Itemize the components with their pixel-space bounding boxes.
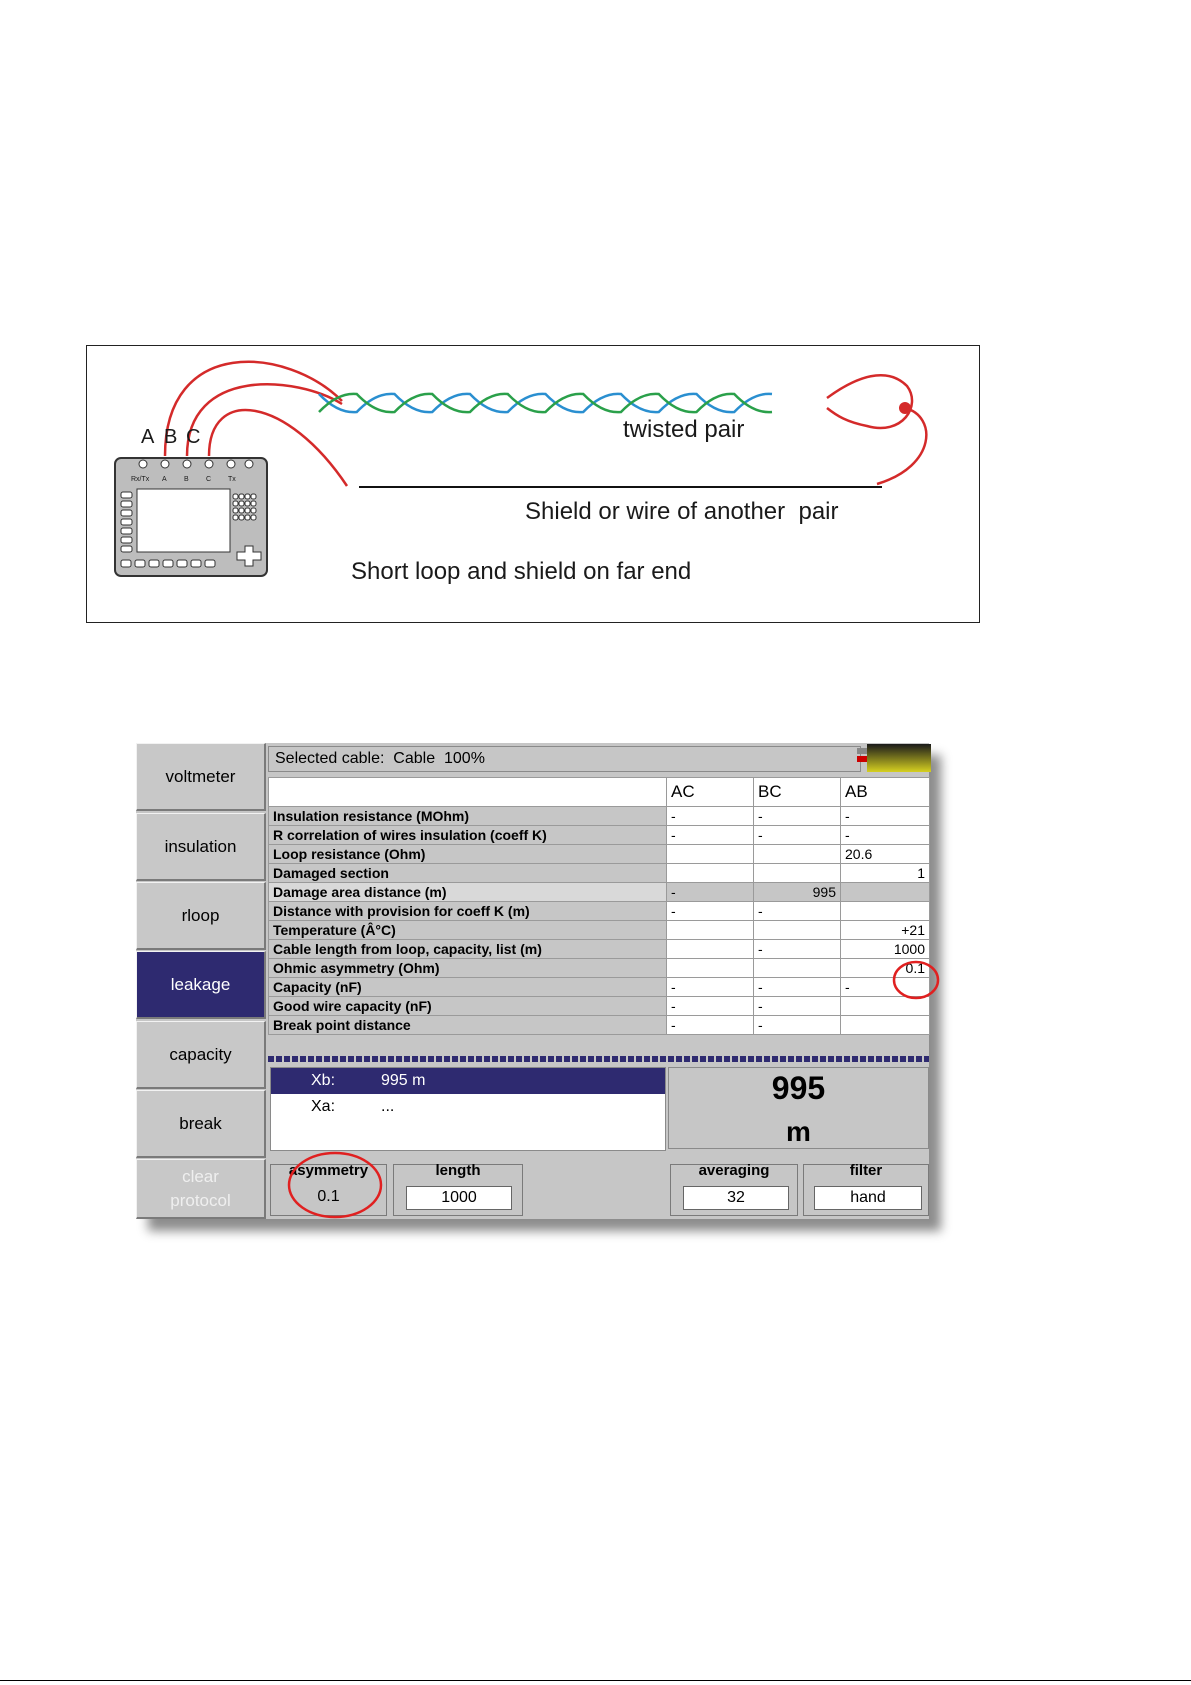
- menu-label: rloop: [181, 905, 220, 925]
- annotation-circle-asymmetry-param: [289, 1153, 381, 1217]
- result-unit: m: [786, 1116, 811, 1147]
- port-label-tx: Tx: [228, 476, 236, 483]
- ab-value-cell: -: [841, 978, 930, 997]
- xa-value: ...: [381, 1098, 395, 1115]
- port-label-rxtx: Rx/Tx: [131, 476, 150, 483]
- twisted-pair-label: twisted pair: [623, 416, 745, 443]
- column-header-bc: BC: [754, 778, 841, 807]
- ac-value-cell: -: [667, 978, 754, 997]
- bc-value-cell: -: [754, 940, 841, 959]
- param-cell: Loop resistance (Ohm): [269, 845, 667, 864]
- clear-label: clear: [182, 1166, 219, 1186]
- bc-value-cell: -: [754, 902, 841, 921]
- bc-value-cell: -: [754, 1016, 841, 1035]
- param-cell: Temperature (Â°C): [269, 921, 667, 940]
- bc-value-cell: -: [754, 997, 841, 1016]
- ab-value-cell: 20.6: [841, 845, 930, 864]
- ac-value-cell: -: [667, 807, 754, 826]
- param-cell: Insulation resistance (MOhm): [269, 807, 667, 826]
- column-header-ac: AC: [667, 778, 754, 807]
- param-cell: Good wire capacity (nF): [269, 997, 667, 1016]
- port-letter-a: A: [141, 426, 155, 448]
- menu-label: break: [179, 1113, 222, 1133]
- length-label: length: [435, 1162, 481, 1179]
- bc-value-cell: 995: [754, 883, 841, 902]
- asymmetry-label: asymmetry: [288, 1162, 369, 1179]
- xb-value: 995 m: [381, 1072, 426, 1089]
- ac-value-cell: -: [667, 997, 754, 1016]
- menu-label: capacity: [169, 1044, 232, 1064]
- param-cell: Ohmic asymmetry (Ohm): [269, 959, 667, 978]
- page-bottom-rule: [0, 1680, 1191, 1681]
- asymmetry-value[interactable]: 0.1: [317, 1188, 340, 1205]
- param-cell: Cable length from loop, capacity, list (m): [269, 940, 667, 959]
- port-letter-b: B: [164, 426, 178, 448]
- ab-value-cell: -: [841, 807, 930, 826]
- xa-label: Xa:: [311, 1098, 336, 1115]
- bc-value-cell: -: [754, 807, 841, 826]
- protocol-label: protocol: [170, 1190, 231, 1210]
- length-field[interactable]: 1000: [406, 1186, 512, 1210]
- filter-label: filter: [849, 1162, 883, 1179]
- short-loop-label: Short loop and shield on far end: [351, 558, 692, 585]
- ab-value-cell: +21: [841, 921, 930, 940]
- param-cell: R correlation of wires insulation (coeff K): [269, 826, 667, 845]
- selected-cable-label: Selected cable: Cable 100%: [275, 750, 485, 767]
- port-label-b: B: [184, 476, 189, 483]
- port-label-c: C: [206, 476, 212, 483]
- ac-value-cell: -: [667, 883, 754, 902]
- ac-value-cell: -: [667, 826, 754, 845]
- ab-value-cell: 1000: [841, 940, 930, 959]
- xb-label: Xb:: [311, 1072, 336, 1089]
- param-cell: Distance with provision for coeff K (m): [269, 902, 667, 921]
- result-value: 995: [771, 1070, 826, 1106]
- port-letter-c: C: [186, 426, 201, 448]
- shield-label: Shield or wire of another pair: [525, 498, 839, 525]
- averaging-label: averaging: [698, 1162, 770, 1179]
- ab-value-cell: 0.1: [841, 959, 930, 978]
- filter-field[interactable]: hand: [814, 1186, 922, 1210]
- bc-value-cell: -: [754, 826, 841, 845]
- ac-value-cell: -: [667, 1016, 754, 1035]
- param-cell: Damaged section: [269, 864, 667, 883]
- averaging-field[interactable]: 32: [683, 1186, 789, 1210]
- annotation-circle-asymmetry-value: [894, 962, 938, 998]
- menu-label: leakage: [170, 974, 231, 994]
- menu-label: voltmeter: [165, 766, 236, 786]
- column-header-ab: AB: [841, 778, 930, 807]
- menu-label: insulation: [164, 836, 237, 856]
- param-cell: Damage area distance (m): [269, 883, 667, 902]
- port-label-a: A: [162, 476, 167, 483]
- param-cell: Break point distance: [269, 1016, 667, 1035]
- ab-value-cell: -: [841, 826, 930, 845]
- ab-value-cell: 1: [841, 864, 930, 883]
- bc-value-cell: -: [754, 978, 841, 997]
- ac-value-cell: -: [667, 902, 754, 921]
- param-cell: Capacity (nF): [269, 978, 667, 997]
